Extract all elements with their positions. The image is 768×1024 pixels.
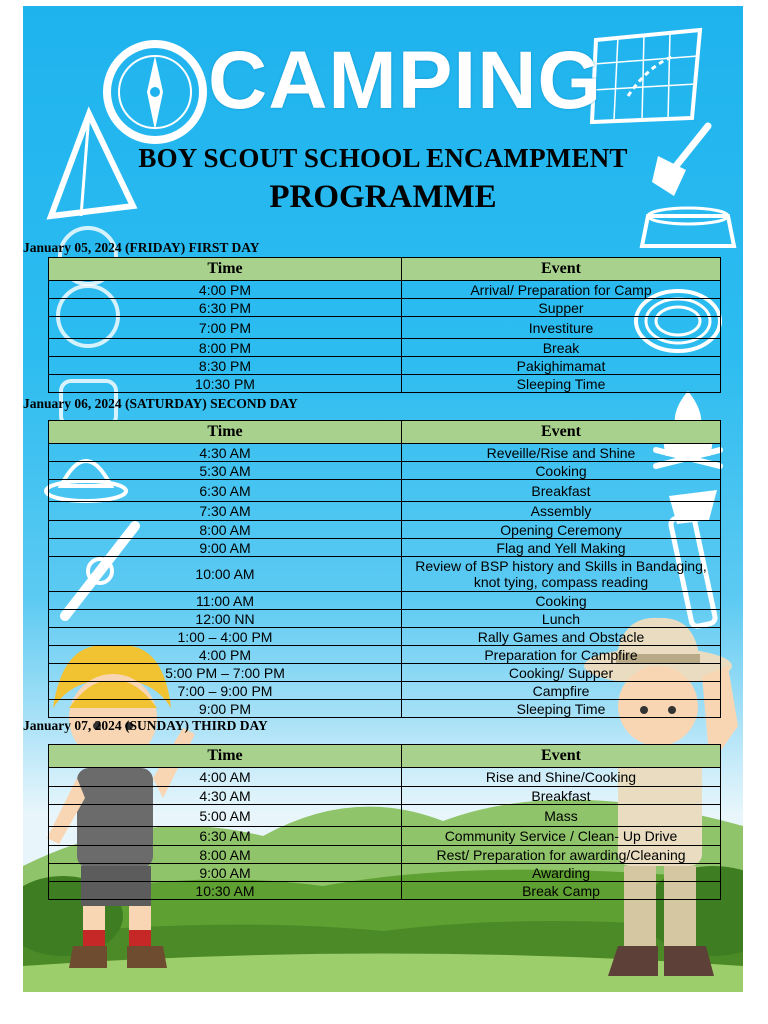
table-row	[49, 864, 721, 882]
event-cell: Awarding	[402, 864, 721, 882]
time-cell: 6:30 PM	[49, 299, 402, 317]
event-cell: Breakfast	[402, 787, 721, 805]
time-cell: 8:30 PM	[49, 357, 402, 375]
page-title: BOY SCOUT SCHOOL ENCAMPMENT	[138, 143, 628, 173]
time-cell: 4:30 AM	[49, 787, 402, 805]
time-cell: 9:00 PM	[49, 700, 402, 718]
event-cell: Assembly	[402, 502, 721, 521]
event-cell: Flag and Yell Making	[402, 539, 721, 557]
table-row	[49, 592, 721, 610]
table-row	[49, 882, 721, 900]
day-2-heading: January 06, 2024 (SATURDAY) SECOND DAY	[23, 396, 298, 411]
time-cell: 6:30 AM	[49, 480, 402, 502]
table-row	[49, 521, 721, 539]
event-cell: Campfire	[402, 682, 721, 700]
time-cell: 10:30 PM	[49, 375, 402, 393]
event-cell: Investiture	[402, 317, 721, 339]
day-3-table	[48, 744, 721, 900]
time-cell: 4:30 AM	[49, 444, 402, 462]
event-column-header: Event	[402, 421, 721, 444]
event-column-header: Event	[402, 745, 721, 768]
time-cell: 12:00 NN	[49, 610, 402, 628]
time-column-header: Time	[49, 258, 402, 281]
day-3-heading: January 07, 2024 (SUNDAY) THIRD DAY	[23, 718, 268, 733]
event-cell: Rally Games and Obstacle	[402, 628, 721, 646]
event-cell: Arrival/ Preparation for Camp	[402, 281, 721, 299]
time-cell: 8:00 AM	[49, 521, 402, 539]
time-cell: 7:00 – 9:00 PM	[49, 682, 402, 700]
event-cell: Community Service / Clean- Up Drive	[402, 827, 721, 846]
table-row	[49, 682, 721, 700]
event-cell: Mass	[402, 805, 721, 827]
camping-logo-word: CAMPING	[208, 35, 603, 126]
map-icon	[588, 26, 708, 126]
time-cell: 5:00 PM – 7:00 PM	[49, 664, 402, 682]
time-cell: 7:30 AM	[49, 502, 402, 521]
table-row	[49, 700, 721, 718]
time-cell: 1:00 – 4:00 PM	[49, 628, 402, 646]
table-row	[49, 502, 721, 521]
time-cell: 10:30 AM	[49, 882, 402, 900]
time-cell: 4:00 PM	[49, 281, 402, 299]
event-cell: Pakighimamat	[402, 357, 721, 375]
table-row	[49, 664, 721, 682]
event-cell: Preparation for Campfire	[402, 646, 721, 664]
table-row	[49, 480, 721, 502]
day-1-heading: January 05, 2024 (FRIDAY) FIRST DAY	[23, 240, 260, 255]
event-cell: Reveille/Rise and Shine	[402, 444, 721, 462]
table-row	[49, 444, 721, 462]
event-cell: Breakfast	[402, 480, 721, 502]
page-subtitle: PROGRAMME	[269, 179, 497, 215]
event-cell: Rest/ Preparation for awarding/Cleaning	[402, 846, 721, 864]
time-cell: 9:00 AM	[49, 864, 402, 882]
table-row	[49, 557, 721, 592]
time-cell: 8:00 PM	[49, 339, 402, 357]
table-row	[49, 805, 721, 827]
event-cell: Cooking/ Supper	[402, 664, 721, 682]
event-cell: Break Camp	[402, 882, 721, 900]
event-cell: Sleeping Time	[402, 375, 721, 393]
event-cell: Lunch	[402, 610, 721, 628]
table-row	[49, 317, 721, 339]
event-cell: Review of BSP history and Skills in Bandaging, knot tying, compass reading	[402, 557, 721, 592]
event-cell: Cooking	[402, 462, 721, 480]
table-row	[49, 827, 721, 846]
time-cell: 11:00 AM	[49, 592, 402, 610]
day-1-table	[48, 257, 721, 393]
time-column-header: Time	[49, 421, 402, 444]
time-cell: 5:00 AM	[49, 805, 402, 827]
table-row	[49, 375, 721, 393]
event-cell: Cooking	[402, 592, 721, 610]
event-cell: Opening Ceremony	[402, 521, 721, 539]
time-cell: 8:00 AM	[49, 846, 402, 864]
table-row	[49, 299, 721, 317]
time-cell: 10:00 AM	[49, 557, 402, 592]
table-row	[49, 628, 721, 646]
time-cell: 9:00 AM	[49, 539, 402, 557]
time-cell: 4:00 PM	[49, 646, 402, 664]
time-cell: 6:30 AM	[49, 827, 402, 846]
table-row	[49, 339, 721, 357]
time-cell: 5:30 AM	[49, 462, 402, 480]
poster	[23, 6, 743, 992]
event-cell: Rise and Shine/Cooking	[402, 768, 721, 787]
table-row	[49, 462, 721, 480]
table-row	[49, 846, 721, 864]
table-row	[49, 357, 721, 375]
table-row	[49, 281, 721, 299]
table-row	[49, 610, 721, 628]
time-column-header: Time	[49, 745, 402, 768]
time-cell: 7:00 PM	[49, 317, 402, 339]
event-column-header: Event	[402, 258, 721, 281]
event-cell: Sleeping Time	[402, 700, 721, 718]
event-cell: Supper	[402, 299, 721, 317]
table-row	[49, 787, 721, 805]
event-cell: Break	[402, 339, 721, 357]
table-row	[49, 539, 721, 557]
table-row	[49, 646, 721, 664]
table-row	[49, 768, 721, 787]
day-2-table	[48, 420, 721, 718]
time-cell: 4:00 AM	[49, 768, 402, 787]
